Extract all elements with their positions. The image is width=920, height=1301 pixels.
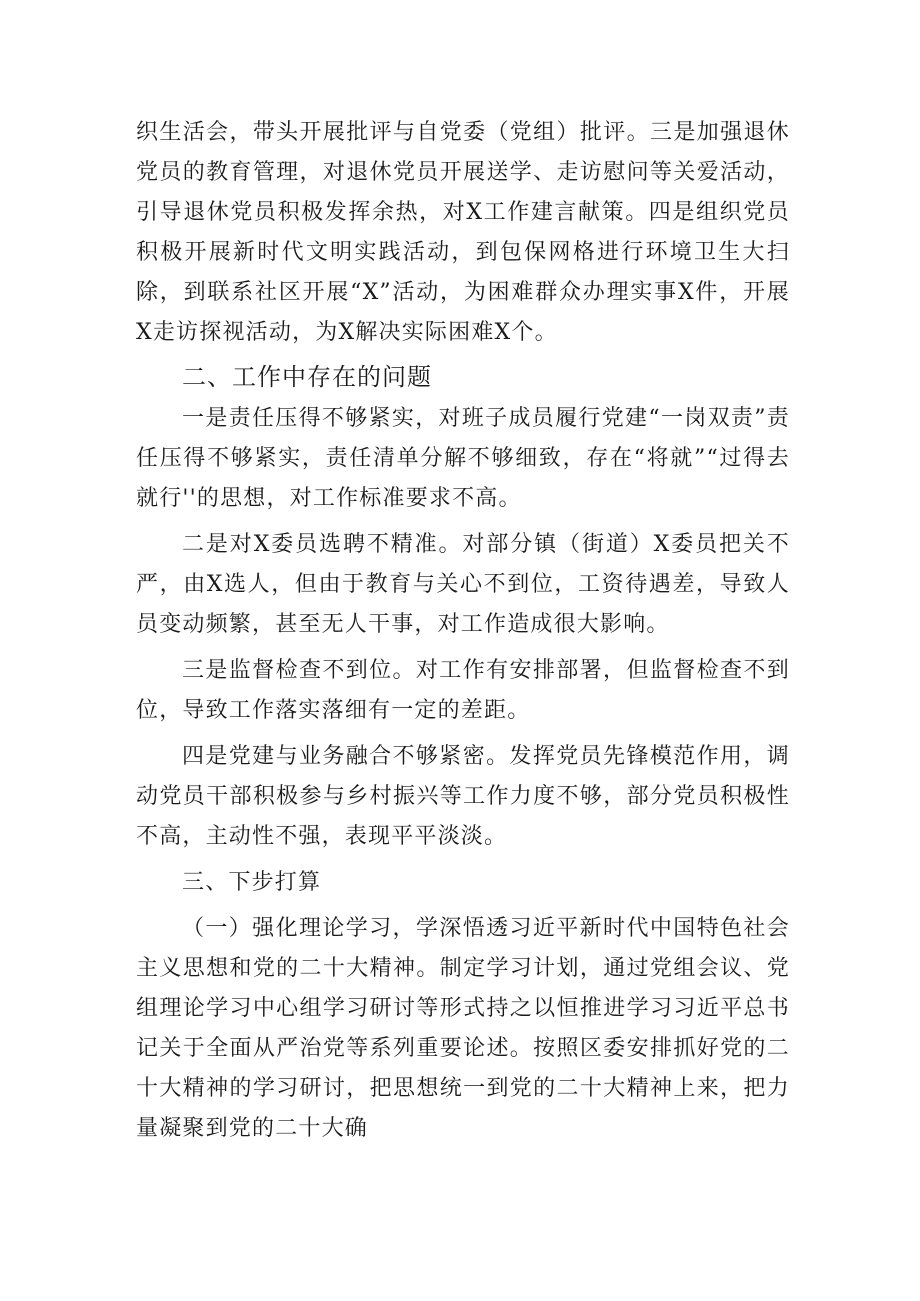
problem-paragraph-2: 二是对X委员选聘不精准。对部分镇（街道）X委员把关不严，由X选人，但由于教育与关心不到位，工资待遇差，导致人员变动频繁，甚至无人干事，对工作造成很大影响。: [136, 532, 790, 637]
plan-paragraph-1: （一）强化理论学习，学深悟透习近平新时代中国特色社会主义思想和党的二十大精神。制定学习计划，通过党组会议、党组理论学习中心组学习研讨等形式持之以恒推进学习习近平总书记关于全面从严治党等系列重要论述。按照区委安排抓好党的二十大精神的学习研讨，把思想统一到党的二十大精神上来，把力量凝聚到党的二十大确: [136, 916, 790, 1141]
problem-paragraph-4: 四是党建与业务融合不够紧密。发挥党员先锋模范作用，调动党员干部积极参与乡村振兴等工作力度不够，部分党员积极性不高，主动性不强，表现平平淡淡。: [136, 744, 790, 849]
section-heading-problems: 二、工作中存在的问题: [182, 363, 432, 391]
section-heading-next-steps: 三、下步打算: [182, 870, 322, 895]
intro-paragraph: 织生活会，带头开展批评与自党委（党组）批评。三是加强退休党员的教育管理，对退休党员开展送学、走访慰问等关爱活动，引导退休党员积极发挥余热，对X工作建言献策。四是组织党员积极开展新时代文明实践活动，到包保网格进行环境卫生大扫除，到联系社区开展“X”活动，为困难群众办理实事X件，开展X走访探视活动，为X解决实际困难X个。: [136, 120, 790, 345]
problem-paragraph-3: 三是监督检查不到位。对工作有安排部署，但监督检查不到位，导致工作落实落细有一定的差距。: [136, 658, 790, 723]
document-body: [136, 113, 790, 1149]
problem-paragraph-1: 一是责任压得不够紧实，对班子成员履行党建“一岗双责”责任压得不够紧实，责任清单分解不够细致，存在“将就”“过得去就行''的思想，对工作标准要求不高。: [136, 406, 790, 511]
